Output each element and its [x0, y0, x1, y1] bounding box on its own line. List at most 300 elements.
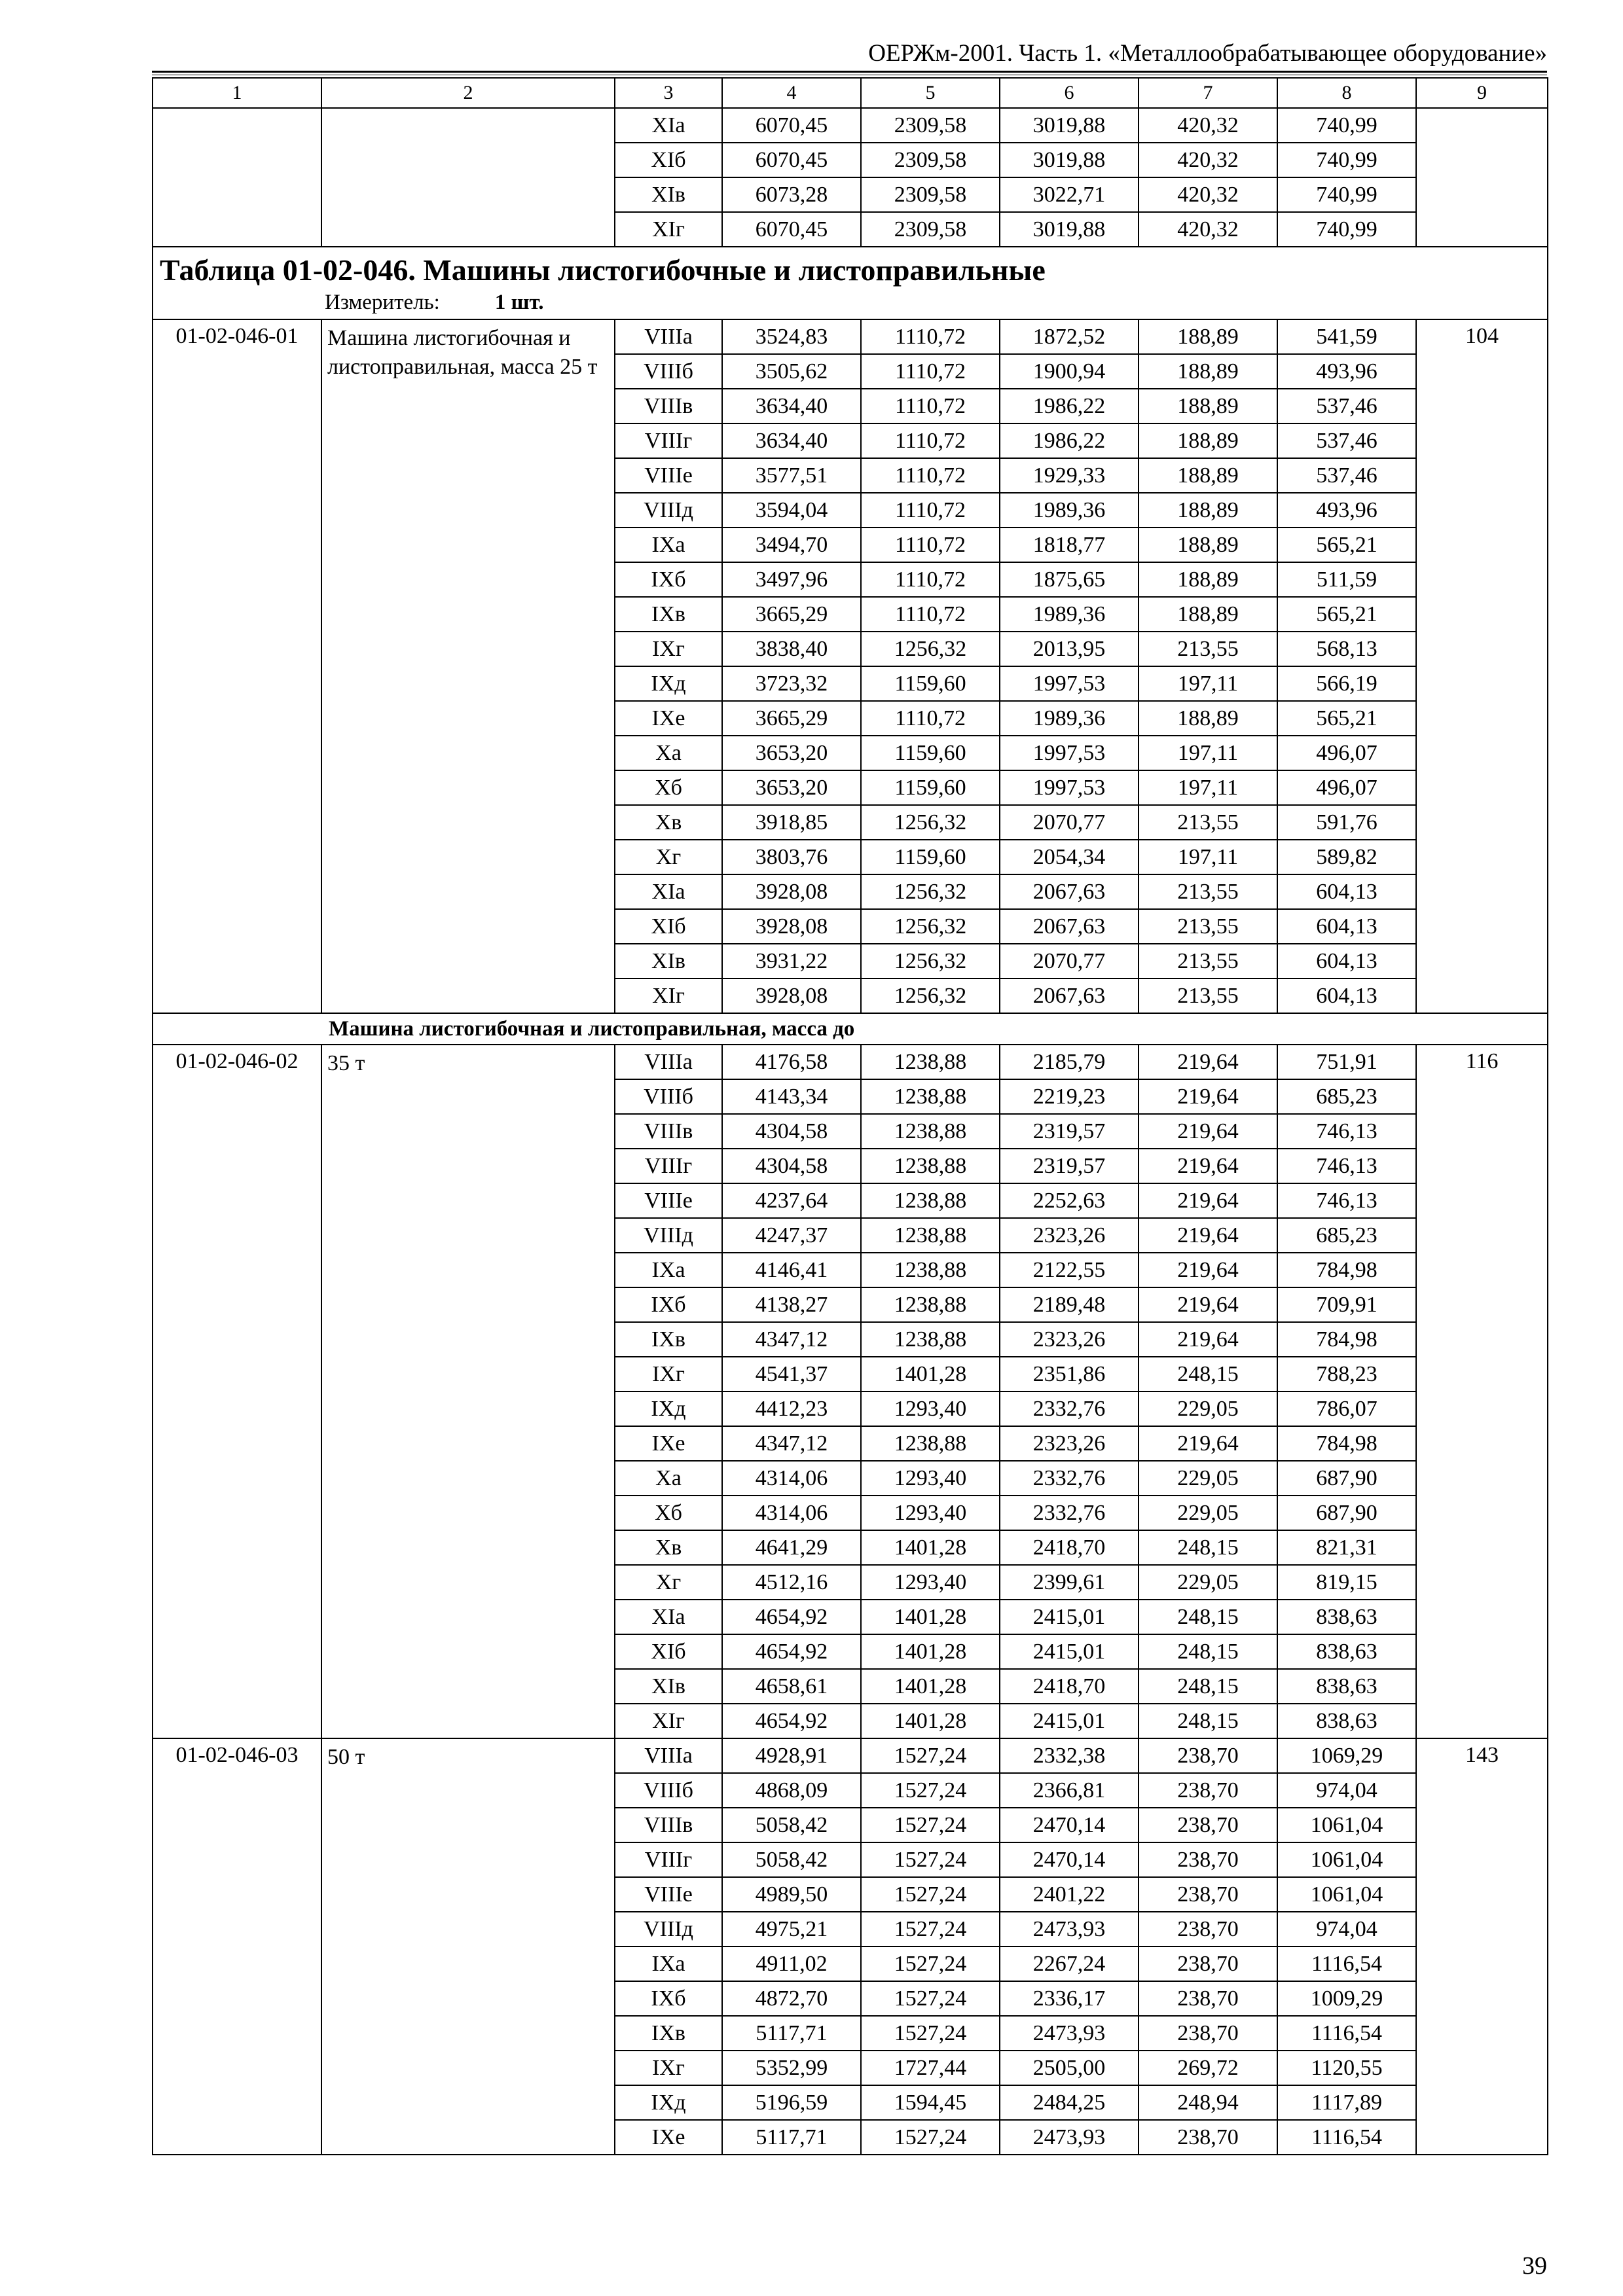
value-cell: 2252,63 — [1000, 1183, 1139, 1218]
value-cell: 248,15 — [1139, 1357, 1277, 1391]
value-cell: 2267,24 — [1000, 1946, 1139, 1981]
zone-cell: XIа — [615, 874, 722, 909]
value-cell: 3634,40 — [722, 423, 861, 458]
table-row — [153, 1738, 1548, 1773]
item-code: 01-02-046-02 — [153, 1045, 321, 1738]
page-number: 39 — [1522, 2252, 1547, 2280]
value-cell: 493,96 — [1277, 493, 1416, 528]
value-cell: 3918,85 — [722, 805, 861, 840]
zone-cell: VIIIг — [615, 1149, 722, 1183]
value-cell: 2323,26 — [1000, 1426, 1139, 1461]
value-cell: 229,05 — [1139, 1391, 1277, 1426]
value-cell: 1238,88 — [861, 1218, 1000, 1253]
value-cell: 1256,32 — [861, 805, 1000, 840]
value-cell: 1989,36 — [1000, 701, 1139, 736]
value-cell: 2219,23 — [1000, 1079, 1139, 1114]
column-number: 3 — [615, 78, 722, 108]
value-cell: 2415,01 — [1000, 1600, 1139, 1634]
value-cell: 1989,36 — [1000, 597, 1139, 632]
zone-cell: Xб — [615, 770, 722, 805]
value-cell: 1256,32 — [861, 944, 1000, 978]
value-cell: 238,70 — [1139, 1808, 1277, 1842]
value-cell: 4176,58 — [722, 1045, 861, 1079]
value-cell: 2323,26 — [1000, 1322, 1139, 1357]
value-cell: 1061,04 — [1277, 1877, 1416, 1912]
value-cell: 1527,24 — [861, 1877, 1000, 1912]
value-cell: 5196,59 — [722, 2085, 861, 2120]
value-cell: 188,89 — [1139, 493, 1277, 528]
value-cell: 4237,64 — [722, 1183, 861, 1218]
zone-cell: VIIIа — [615, 1045, 722, 1079]
value-cell: 4138,27 — [722, 1287, 861, 1322]
value-cell: 4989,50 — [722, 1877, 861, 1912]
value-cell: 1527,24 — [861, 1773, 1000, 1808]
value-cell: 493,96 — [1277, 354, 1416, 389]
value-cell: 219,64 — [1139, 1322, 1277, 1357]
value-cell: 4868,09 — [722, 1773, 861, 1808]
value-cell: 2332,76 — [1000, 1496, 1139, 1530]
zone-cell: XIб — [615, 143, 722, 177]
value-cell: 219,64 — [1139, 1079, 1277, 1114]
zone-cell: IXд — [615, 2085, 722, 2120]
value-cell: 4928,91 — [722, 1738, 861, 1773]
value-cell: 740,99 — [1277, 143, 1416, 177]
column-number: 9 — [1416, 78, 1548, 108]
zone-cell: VIIIа — [615, 319, 722, 354]
value-cell: 2415,01 — [1000, 1634, 1139, 1669]
value-cell: 1110,72 — [861, 458, 1000, 493]
value-cell: 1986,22 — [1000, 389, 1139, 423]
value-cell: 1527,24 — [861, 1738, 1000, 1773]
table-row — [153, 1045, 1548, 1079]
value-cell: 4872,70 — [722, 1981, 861, 2016]
value-cell: 1527,24 — [861, 1981, 1000, 2016]
value-cell: 248,94 — [1139, 2085, 1277, 2120]
zone-cell: XIг — [615, 212, 722, 247]
value-cell: 2309,58 — [861, 212, 1000, 247]
table-title-cell — [153, 247, 1548, 319]
value-cell: 687,90 — [1277, 1496, 1416, 1530]
zone-cell: XIг — [615, 1704, 722, 1738]
value-cell: 188,89 — [1139, 423, 1277, 458]
value-cell: 1120,55 — [1277, 2051, 1416, 2085]
value-cell: 1527,24 — [861, 1912, 1000, 1946]
value-cell: 496,07 — [1277, 770, 1416, 805]
value-cell: 1527,24 — [861, 1946, 1000, 1981]
value-cell: 213,55 — [1139, 978, 1277, 1013]
item-name: 35 т — [321, 1045, 615, 1738]
value-cell: 4412,23 — [722, 1391, 861, 1426]
value-cell: 1527,24 — [861, 1808, 1000, 1842]
value-cell: 604,13 — [1277, 909, 1416, 944]
value-cell: 1256,32 — [861, 978, 1000, 1013]
value-cell: 248,15 — [1139, 1600, 1277, 1634]
value-cell: 238,70 — [1139, 2120, 1277, 2155]
column-number: 8 — [1277, 78, 1416, 108]
value-cell: 537,46 — [1277, 389, 1416, 423]
value-cell: 1293,40 — [861, 1565, 1000, 1600]
value-cell: 3494,70 — [722, 528, 861, 562]
table-row — [153, 319, 1548, 354]
value-cell: 1159,60 — [861, 736, 1000, 770]
value-cell: 238,70 — [1139, 1912, 1277, 1946]
value-cell: 219,64 — [1139, 1045, 1277, 1079]
table-title: Таблица 01-02-046. Машины листогибочные и листоправильные — [160, 253, 1046, 287]
value-cell: 565,21 — [1277, 597, 1416, 632]
price-table — [152, 77, 1548, 2155]
value-cell: 740,99 — [1277, 177, 1416, 212]
value-cell: 3838,40 — [722, 632, 861, 666]
zone-cell: VIIIд — [615, 493, 722, 528]
zone-cell: IXе — [615, 701, 722, 736]
zone-cell: IXб — [615, 1981, 722, 2016]
value-cell: 687,90 — [1277, 1461, 1416, 1496]
value-cell: 746,13 — [1277, 1114, 1416, 1149]
zone-cell: Xа — [615, 1461, 722, 1496]
value-cell: 188,89 — [1139, 319, 1277, 354]
value-cell: 685,23 — [1277, 1218, 1416, 1253]
value-cell: 1401,28 — [861, 1634, 1000, 1669]
item-name: 50 т — [321, 1738, 615, 2155]
value-cell: 3577,51 — [722, 458, 861, 493]
zone-cell: VIIIа — [615, 1738, 722, 1773]
table-row — [153, 108, 1548, 143]
zone-cell: VIIIе — [615, 458, 722, 493]
value-cell: 188,89 — [1139, 458, 1277, 493]
zone-cell: Xб — [615, 1496, 722, 1530]
value-cell: 197,11 — [1139, 736, 1277, 770]
value-cell: 1401,28 — [861, 1704, 1000, 1738]
value-cell: 1238,88 — [861, 1183, 1000, 1218]
value-cell: 188,89 — [1139, 562, 1277, 597]
value-cell: 1256,32 — [861, 909, 1000, 944]
value-cell: 2505,00 — [1000, 2051, 1139, 2085]
value-cell: 248,15 — [1139, 1530, 1277, 1565]
value-cell: 4654,92 — [722, 1704, 861, 1738]
zone-cell: IXг — [615, 2051, 722, 2085]
value-cell: 248,15 — [1139, 1704, 1277, 1738]
value-cell: 3665,29 — [722, 701, 861, 736]
column-number: 5 — [861, 78, 1000, 108]
value-cell: 604,13 — [1277, 978, 1416, 1013]
value-cell: 1110,72 — [861, 354, 1000, 389]
value-cell: 1110,72 — [861, 319, 1000, 354]
value-cell: 1110,72 — [861, 528, 1000, 562]
value-cell: 6070,45 — [722, 108, 861, 143]
value-cell: 213,55 — [1139, 944, 1277, 978]
value-cell: 2185,79 — [1000, 1045, 1139, 1079]
value-cell: 1110,72 — [861, 562, 1000, 597]
zone-cell: IXв — [615, 2016, 722, 2051]
value-cell: 566,19 — [1277, 666, 1416, 701]
value-cell: 1401,28 — [861, 1600, 1000, 1634]
value-cell: 2323,26 — [1000, 1218, 1139, 1253]
value-cell: 1527,24 — [861, 1842, 1000, 1877]
value-cell: 1238,88 — [861, 1045, 1000, 1079]
value-cell: 4304,58 — [722, 1114, 861, 1149]
value-cell: 1159,60 — [861, 770, 1000, 805]
zone-cell: VIIIг — [615, 423, 722, 458]
value-cell: 4314,06 — [722, 1461, 861, 1496]
value-cell: 2054,34 — [1000, 840, 1139, 874]
value-cell: 219,64 — [1139, 1183, 1277, 1218]
value-cell: 2319,57 — [1000, 1149, 1139, 1183]
value-cell: 3497,96 — [722, 562, 861, 597]
zone-cell: VIIIг — [615, 1842, 722, 1877]
zone-cell: IXб — [615, 1287, 722, 1322]
value-cell: 1116,54 — [1277, 2120, 1416, 2155]
value-cell: 420,32 — [1139, 212, 1277, 247]
value-cell: 3653,20 — [722, 736, 861, 770]
value-cell: 238,70 — [1139, 2016, 1277, 2051]
zone-cell: Xг — [615, 1565, 722, 1600]
value-cell: 197,11 — [1139, 770, 1277, 805]
zone-cell: IXе — [615, 1426, 722, 1461]
value-cell: 1110,72 — [861, 423, 1000, 458]
value-cell: 740,99 — [1277, 108, 1416, 143]
value-cell: 2399,61 — [1000, 1565, 1139, 1600]
value-cell: 219,64 — [1139, 1426, 1277, 1461]
zone-cell: IXа — [615, 1253, 722, 1287]
zone-cell: VIIIв — [615, 389, 722, 423]
value-cell: 219,64 — [1139, 1149, 1277, 1183]
value-cell: 746,13 — [1277, 1183, 1416, 1218]
value-cell: 1110,72 — [861, 493, 1000, 528]
value-cell: 604,13 — [1277, 944, 1416, 978]
value-cell: 788,23 — [1277, 1357, 1416, 1391]
value-cell: 1875,65 — [1000, 562, 1139, 597]
value-cell: 709,91 — [1277, 1287, 1416, 1322]
measure-value: 1 шт. — [494, 291, 544, 314]
value-cell: 219,64 — [1139, 1253, 1277, 1287]
norm-cell — [1416, 108, 1548, 247]
item-norm: 104 — [1416, 319, 1548, 1013]
value-cell: 1929,33 — [1000, 458, 1139, 493]
value-cell: 4911,02 — [722, 1946, 861, 1981]
zone-cell: IXб — [615, 562, 722, 597]
value-cell: 1986,22 — [1000, 423, 1139, 458]
value-cell: 4641,29 — [722, 1530, 861, 1565]
value-cell: 591,76 — [1277, 805, 1416, 840]
zone-cell: IXе — [615, 2120, 722, 2155]
value-cell: 1238,88 — [861, 1322, 1000, 1357]
value-cell: 4654,92 — [722, 1634, 861, 1669]
value-cell: 3803,76 — [722, 840, 861, 874]
value-cell: 420,32 — [1139, 108, 1277, 143]
value-cell: 188,89 — [1139, 528, 1277, 562]
value-cell: 4247,37 — [722, 1218, 861, 1253]
value-cell: 229,05 — [1139, 1461, 1277, 1496]
value-cell: 3723,32 — [722, 666, 861, 701]
value-cell: 1238,88 — [861, 1253, 1000, 1287]
item-name: Машина листогибочная и листоправильная, масса 25 т — [321, 319, 615, 1013]
value-cell: 248,15 — [1139, 1634, 1277, 1669]
column-number: 4 — [722, 78, 861, 108]
value-cell: 2319,57 — [1000, 1114, 1139, 1149]
value-cell: 821,31 — [1277, 1530, 1416, 1565]
value-cell: 5117,71 — [722, 2016, 861, 2051]
item-norm: 116 — [1416, 1045, 1548, 1738]
value-cell: 1401,28 — [861, 1357, 1000, 1391]
value-cell: 188,89 — [1139, 701, 1277, 736]
column-number: 2 — [321, 78, 615, 108]
value-cell: 1256,32 — [861, 874, 1000, 909]
value-cell: 2484,25 — [1000, 2085, 1139, 2120]
value-cell: 269,72 — [1139, 2051, 1277, 2085]
value-cell: 2470,14 — [1000, 1808, 1139, 1842]
value-cell: 1293,40 — [861, 1496, 1000, 1530]
zone-cell: VIIIе — [615, 1183, 722, 1218]
value-cell: 188,89 — [1139, 597, 1277, 632]
value-cell: 3634,40 — [722, 389, 861, 423]
value-cell: 1989,36 — [1000, 493, 1139, 528]
value-cell: 838,63 — [1277, 1669, 1416, 1704]
zone-cell: IXг — [615, 1357, 722, 1391]
value-cell: 6070,45 — [722, 212, 861, 247]
value-cell: 2309,58 — [861, 108, 1000, 143]
zone-cell: XIв — [615, 1669, 722, 1704]
value-cell: 1238,88 — [861, 1079, 1000, 1114]
value-cell: 238,70 — [1139, 1981, 1277, 2016]
zone-cell: XIб — [615, 909, 722, 944]
value-cell: 1110,72 — [861, 597, 1000, 632]
value-cell: 3931,22 — [722, 944, 861, 978]
value-cell: 1527,24 — [861, 2120, 1000, 2155]
value-cell: 188,89 — [1139, 389, 1277, 423]
value-cell: 2473,93 — [1000, 2120, 1139, 2155]
column-number: 7 — [1139, 78, 1277, 108]
value-cell: 1238,88 — [861, 1149, 1000, 1183]
value-cell: 5058,42 — [722, 1808, 861, 1842]
value-cell: 3928,08 — [722, 874, 861, 909]
value-cell: 5352,99 — [722, 2051, 861, 2085]
value-cell: 2351,86 — [1000, 1357, 1139, 1391]
value-cell: 229,05 — [1139, 1496, 1277, 1530]
column-number-row — [153, 78, 1548, 108]
table-title-row — [153, 247, 1548, 319]
value-cell: 197,11 — [1139, 666, 1277, 701]
value-cell: 1727,44 — [861, 2051, 1000, 2085]
value-cell: 4347,12 — [722, 1322, 861, 1357]
value-cell: 4541,37 — [722, 1357, 861, 1391]
value-cell: 604,13 — [1277, 874, 1416, 909]
value-cell: 1293,40 — [861, 1391, 1000, 1426]
value-cell: 541,59 — [1277, 319, 1416, 354]
value-cell: 1159,60 — [861, 666, 1000, 701]
value-cell: 751,91 — [1277, 1045, 1416, 1079]
value-cell: 238,70 — [1139, 1946, 1277, 1981]
value-cell: 4512,16 — [722, 1565, 861, 1600]
zone-cell: XIг — [615, 978, 722, 1013]
value-cell: 5058,42 — [722, 1842, 861, 1877]
zone-cell: IXв — [615, 1322, 722, 1357]
value-cell: 2013,95 — [1000, 632, 1139, 666]
name-cell — [321, 108, 615, 247]
value-cell: 6070,45 — [722, 143, 861, 177]
value-cell: 2366,81 — [1000, 1773, 1139, 1808]
value-cell: 2067,63 — [1000, 909, 1139, 944]
value-cell: 1061,04 — [1277, 1842, 1416, 1877]
measure-label: Измеритель: — [325, 291, 440, 314]
value-cell: 1997,53 — [1000, 736, 1139, 770]
value-cell: 1069,29 — [1277, 1738, 1416, 1773]
value-cell: 6073,28 — [722, 177, 861, 212]
value-cell: 219,64 — [1139, 1218, 1277, 1253]
value-cell: 1116,54 — [1277, 1946, 1416, 1981]
value-cell: 3019,88 — [1000, 108, 1139, 143]
value-cell: 2473,93 — [1000, 2016, 1139, 2051]
value-cell: 213,55 — [1139, 874, 1277, 909]
value-cell: 746,13 — [1277, 1149, 1416, 1183]
value-cell: 2332,38 — [1000, 1738, 1139, 1773]
value-cell: 197,11 — [1139, 840, 1277, 874]
zone-cell: Xв — [615, 805, 722, 840]
header-rule — [152, 71, 1547, 75]
zone-cell: IXа — [615, 528, 722, 562]
code-cell — [153, 108, 321, 247]
value-cell: 2067,63 — [1000, 874, 1139, 909]
zone-cell: Xг — [615, 840, 722, 874]
value-cell: 838,63 — [1277, 1704, 1416, 1738]
value-cell: 213,55 — [1139, 909, 1277, 944]
value-cell: 4304,58 — [722, 1149, 861, 1183]
value-cell: 4347,12 — [722, 1426, 861, 1461]
value-cell: 1527,24 — [861, 2016, 1000, 2051]
value-cell: 1110,72 — [861, 701, 1000, 736]
value-cell: 2189,48 — [1000, 1287, 1139, 1322]
value-cell: 5117,71 — [722, 2120, 861, 2155]
value-cell: 213,55 — [1139, 805, 1277, 840]
value-cell: 3928,08 — [722, 909, 861, 944]
value-cell: 2122,55 — [1000, 1253, 1139, 1287]
item-norm: 143 — [1416, 1738, 1548, 2155]
value-cell: 784,98 — [1277, 1426, 1416, 1461]
value-cell: 1401,28 — [861, 1669, 1000, 1704]
value-cell: 2418,70 — [1000, 1530, 1139, 1565]
value-cell: 4143,34 — [722, 1079, 861, 1114]
value-cell: 2418,70 — [1000, 1669, 1139, 1704]
value-cell: 1401,28 — [861, 1530, 1000, 1565]
zone-cell: IXд — [615, 666, 722, 701]
value-cell: 2070,77 — [1000, 944, 1139, 978]
value-cell: 819,15 — [1277, 1565, 1416, 1600]
value-cell: 496,07 — [1277, 736, 1416, 770]
subheading-row — [153, 1013, 1548, 1045]
value-cell: 784,98 — [1277, 1322, 1416, 1357]
value-cell: 238,70 — [1139, 1773, 1277, 1808]
value-cell: 1997,53 — [1000, 770, 1139, 805]
zone-cell: IXа — [615, 1946, 722, 1981]
value-cell: 568,13 — [1277, 632, 1416, 666]
value-cell: 2473,93 — [1000, 1912, 1139, 1946]
column-number: 1 — [153, 78, 321, 108]
value-cell: 2309,58 — [861, 143, 1000, 177]
value-cell: 974,04 — [1277, 1912, 1416, 1946]
value-cell: 537,46 — [1277, 423, 1416, 458]
zone-cell: Xа — [615, 736, 722, 770]
value-cell: 188,89 — [1139, 354, 1277, 389]
value-cell: 248,15 — [1139, 1669, 1277, 1704]
value-cell: 1256,32 — [861, 632, 1000, 666]
value-cell: 3524,83 — [722, 319, 861, 354]
value-cell: 1818,77 — [1000, 528, 1139, 562]
value-cell: 565,21 — [1277, 528, 1416, 562]
value-cell: 3505,62 — [722, 354, 861, 389]
zone-cell: IXг — [615, 632, 722, 666]
value-cell: 1997,53 — [1000, 666, 1139, 701]
value-cell: 420,32 — [1139, 177, 1277, 212]
value-cell: 2332,76 — [1000, 1391, 1139, 1426]
